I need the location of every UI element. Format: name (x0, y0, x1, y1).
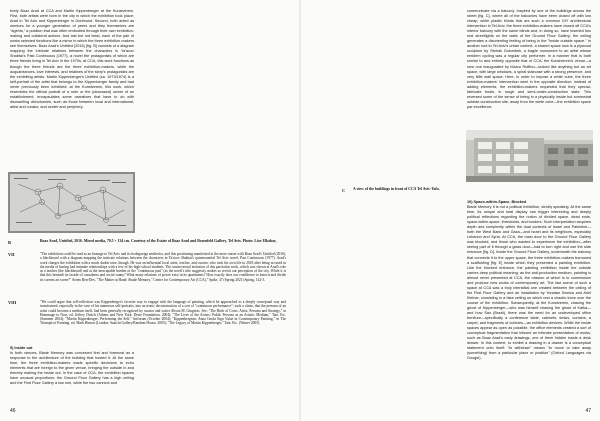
note-viii-label: VIII (8, 300, 17, 305)
right-body-top-text: communicate via a balcony. Inspired by one of the buildings across the street [fig. C], where all of the balconies have been closed off with low cheap, white plastic blinds that are such a common DIY architectural intervention in Tel Aviv, the three exhibition-makers have closed off CCA's interior balcony with the same blinds and, in doing so, have inserted two real streetlights on the walls of the Ground Floor Gallery; the ceiling generates a disorienting feeling of being in the "inside outside space." In another nod to Tel Aviv's urban context, a shared space now is a plywood sculpture by Yitzhak Golombek, a fragile monument to an artist whose emblem cycling was a regular city performer. In a manner that is both similar to and entirely opposite that of CCA, the Kunstverein's venue—a new one inaugurated by Marco Ruffino—looked like anything but an art space, with large windows, a spiral staircase with a strong presence, and very little wall space. Here, in order to impose a white cube, the three exhibition-makers' intervention went in the opposite direction: instead of adding elements, the exhibition-makers requested that they special-fabricate trusts, in rough and semi-under-construction state. This reversed some of the sense of being in a physically inside but somewhat outside-construction site, away from the white cube—the exhibition space par excellence. (467, 9, 591, 109)
subsection-heading: 10) Space-within-Space, Blocked (467, 200, 527, 204)
right-body-bottom (467, 200, 591, 362)
figure-b-chalkboard (8, 172, 135, 233)
section-heading: 9) Inside out (10, 346, 33, 350)
left-body-top (10, 9, 134, 110)
figure-b-caption: Boaz Arad, Untitled, 2016. Mixed media, 79.5 × 134 cm. Courtesy of the Estate of Boaz Arad and Rosenfeld Gallery, Tel Aviv. Photo: Lior Elkabay. (40, 239, 277, 243)
figure-c-caption: A view of the buildings in front of CCA Tel Aviv-Yafo. (353, 187, 440, 191)
left-body-bottom (10, 346, 134, 386)
note-vii-text: "The exhibition could be read as an homage to Tel Aviv and its bodegueiga aesthetics, and this positioning manifested at the more outset with Boaz Arad's Untitled (2016), a blackboard with a diagram mapping the intricate relations between the characters in Ya'acov Shabtai's quintessential Tel Aviv novel, Past Continuous (1977). Arad's work charges the exhibition with a much darker tone, though. He was an influential local artist, teacher, and curator, who took his own life in 2018 after being accused in the media of having had intimate relationships with a few of his high-school students. The controversial inclusion of this particular work, which was shown at Arad's role as a teacher (the blackboard) and at the inescapable burden of the "continuous past" (as the novel's title suggests), makes us revisit our perception of the city. While it is that this beneath its facade of casualness and social sunny? What many relations of power exist in its apartments? How exactly does our confidence to knowit and divide its current art scene?" Artem Ben-Dov, "The Matter at Hand: Shade Memory," Center for Contemporary Art (CCA)," Spike, 47 (Spring 2021) Spring, 142-3. (40, 252, 286, 282)
note-viii-text: "We could argue that self-reflection was Kippenberger's favorite way to engage with the language of painting, which he approached to a deeply conceptual way and transformed, especially in the case of his numerous self-portraits, into an ironic deconstruction of a sort of "continuous performance"; such a claim, that the persona of an artist could become a medium itself, had been generally recognized by curator and writer Alison M. Gingeras. See: "The Birth of Cross: Artist, Persona and Strategy," in Hommage to Now, ed. Jeffrey Deitch (Athens and New York: Deste Foundation, 2004); "The Lives of the Artists: Public Persona as an Artistic Medium," Tate, Etc. (Summer 2004); "Martin Kippenberger: Performing the Self," Artforum (October 2004); "Kippenbergism: Anna Gerda Sign Value in Contemporary Painting," in The Triumph of Painting, ed. Mark Hutton (London: Saatchi Gallery/Random House, 2005); "The Legacy of Martin Kippenberger," Tate, Etc. (Winter 2005). (40, 300, 286, 326)
chalkboard-diagram-image (8, 172, 135, 233)
left-body-top-text: tively Boaz Arad at CCA and Martin Kippenberger at the Kunstverein. First, both artists were born in the city in which the exhibition took place; Arad in Tel Aviv and Kippenberger in Dortmund. Second, both acted as mentors for a younger generation of peers and they themselves are "agents," a position that was often embodied through their own exhibition-making and collateral actions. And last but not least, each of the pair of works selected functions like a mirror in which the three exhibition-makers see themselves. Boaz Arad's Untitled (2016) [fig. B] consists of a diagram mapping the intricate relations between the characters in Ya'acov Shabtai's Past Continuous (1977), a novel the protagonists of which are three friends living in Tel Aviv in the 1970s; at CCA, this work functions as though the three friends are the three exhibition-makers, while the acquaintances, love interests, and relatives of the story's protagonists are the exhibiting artists. Martin Kippenberger's Untitled (ca. 1973/1974) is a self-portrait of the artist that belongs to the Kippenberger family and had never previously been exhibited; at the Kunstverein, this work, which resembles the official portrait of a ruler or the (deceased) owner of an establishment, encapsulates some narratives that have to do with dismantling dichotomies, such as those between local and international, artist and curator, and center and periphery. (10, 9, 134, 109)
figure-b-label: B (8, 240, 11, 245)
left-page (0, 0, 299, 421)
page-number-left: 46 (10, 408, 16, 414)
right-body-bottom-text: Blade Memory it is not a political exhibition, strictly speaking. At the same time, its unique and total display can trigger interesting and deeply political reflections regarding the notion of divided space, dead ends, space-within-space, thresholds, and borders. Such interpretation acquires depth and complexity within the dual contexts of Israel and Palestine—both the West Bank and Gaza—and Israel and its neighbors, especially Lebanon and Syria. At CCA, the main door to the Ground Floor Gallery was blocked, and those who wanted to experience the exhibition—after seeing part of it through a glass door—had to turn right and use the side entrance [fig. D]. Inside the Ground Floor Gallery, underneath the balcony that connects it to the upper space, the three exhibition-makers borrowed a scaffolding [fig. E] inside which they presented a painting exhibition. Like the blocked entrance, the painting exhibition inside the outside carries deep political meaning: as the anti-production medium, painting is almost never presented at CCA, the mission of which is to commission and produce new works of contemporary art. The last scene of such a space at CCA was a truly interstitial one created between the ceiling of the First Floor Gallery and an installation by Yonatan Sweiza and Ariel Kleiner, consisting in a fake ceiling on which rest a chaotic trove over the course of the exhibition. Subsequently, at the Kunstverein, chasing the ghost of Kippenberger—who was himself chasing the ghost of Kafka—and how Sao (Brazil), there was the need for an undeveloped office furniture—specifically a conference table, cabinets, desks, curtains, a carpet, and fragments of cubicles—as exhibition devices. While the inside spaces appear as open as possible, the office elements created a sort of conceptual fragmentation that infused an intimate presentation of works, such as Boaz Arad's early drawings, one of them hidden inside a desk drawer. In this context, to exhibit a drawing in a drawer is a conceptual statement onto itself: "to withdraw" means "to move or take away (something) from a particular place or position" (Oxford Languages via Google). (467, 205, 591, 361)
right-page (301, 0, 600, 421)
figure-c-label: C (342, 188, 346, 193)
page-number-right: 47 (585, 408, 591, 414)
left-body-bottom-text: In both venues, Blade Memory was conceived first and foremost as a response to the architecture of the building that hosted it. At the same time, the three exhibition-makers made specific decisions to echo elements that are foreign to the given venue, bringing the outside in and thereby making the inside out. In the case of CCA, the exhibition spaces have unusual proportions: the Ground Floor Gallery has a high ceiling and the First Floor Gallery a low one, while the two connect and (10, 351, 134, 386)
right-body-top (467, 9, 591, 110)
apartment-building-photo (466, 130, 593, 182)
note-vii-label: VII (8, 252, 15, 257)
figure-c-photo (466, 130, 593, 182)
